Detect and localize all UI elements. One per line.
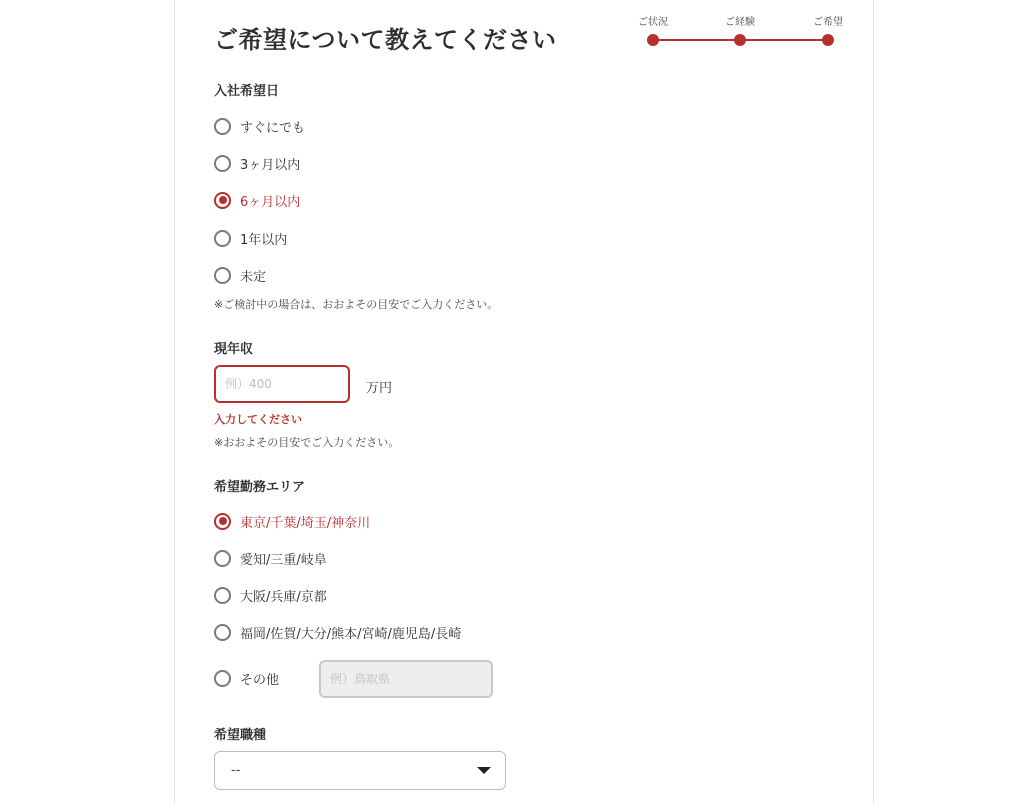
step-label: ご希望 (813, 17, 843, 28)
radio-button[interactable] (214, 587, 231, 604)
progress-stepper (620, 16, 860, 56)
radio-button[interactable] (214, 155, 231, 172)
start-date-note: ※ご検討中の場合は、おおよその目安でご入力ください。 (214, 298, 499, 311)
income-label: 現年収 (214, 342, 254, 357)
radio-start-undecided[interactable] (214, 265, 266, 285)
start-date-label: 入社希望日 (214, 84, 280, 99)
radio-label: 1年以内 (240, 232, 288, 248)
other-area-input[interactable] (319, 660, 493, 698)
step-label: ご経験 (725, 17, 755, 28)
radio-area-kyushu[interactable] (214, 622, 461, 642)
income-error: 入力してください (214, 413, 302, 426)
radio-button[interactable] (214, 670, 231, 687)
radio-start-3-months[interactable] (214, 153, 300, 173)
radio-button-checked[interactable] (214, 192, 231, 209)
radio-button-checked[interactable] (214, 513, 231, 530)
step-dot (647, 34, 659, 46)
radio-label: 愛知/三重/岐阜 (240, 552, 327, 568)
radio-label: 3ヶ月以内 (240, 157, 301, 173)
radio-label: その他 (240, 672, 280, 688)
radio-area-kansai[interactable] (214, 585, 327, 605)
radio-area-tokai[interactable] (214, 548, 327, 568)
radio-start-6-months[interactable] (214, 190, 300, 210)
radio-button[interactable] (214, 230, 231, 247)
radio-button[interactable] (214, 118, 231, 135)
job-type-label: 希望職種 (214, 728, 267, 743)
radio-start-1-year[interactable] (214, 228, 287, 248)
step-dot (822, 34, 834, 46)
income-note: ※おおよその目安でご入力ください。 (214, 436, 400, 449)
select-value: -- (231, 763, 241, 778)
step-situation (623, 16, 683, 46)
area-label: 希望勤務エリア (214, 480, 306, 495)
step-label: ご状況 (638, 17, 668, 28)
radio-label: 未定 (240, 269, 267, 285)
income-unit: 万円 (366, 381, 393, 396)
radio-label: 福岡/佐賀/大分/熊本/宮崎/鹿児島/長崎 (240, 626, 462, 642)
radio-area-other[interactable] (214, 668, 279, 688)
step-dot (734, 34, 746, 46)
radio-button[interactable] (214, 267, 231, 284)
step-preference (798, 16, 858, 46)
income-input[interactable] (214, 365, 350, 403)
radio-area-kanto[interactable] (214, 511, 370, 531)
radio-label: 東京/千葉/埼玉/神奈川 (240, 515, 371, 531)
radio-button[interactable] (214, 624, 231, 641)
radio-label: 6ヶ月以内 (240, 194, 301, 210)
caret-down-icon (477, 767, 491, 774)
job-type-select[interactable] (214, 751, 506, 790)
radio-start-immediately[interactable] (214, 116, 305, 136)
radio-label: すぐにでも (240, 120, 306, 136)
step-experience (710, 16, 770, 46)
radio-button[interactable] (214, 550, 231, 567)
radio-label: 大阪/兵庫/京都 (240, 589, 327, 605)
page-title: ご希望について教えてください (214, 26, 557, 54)
